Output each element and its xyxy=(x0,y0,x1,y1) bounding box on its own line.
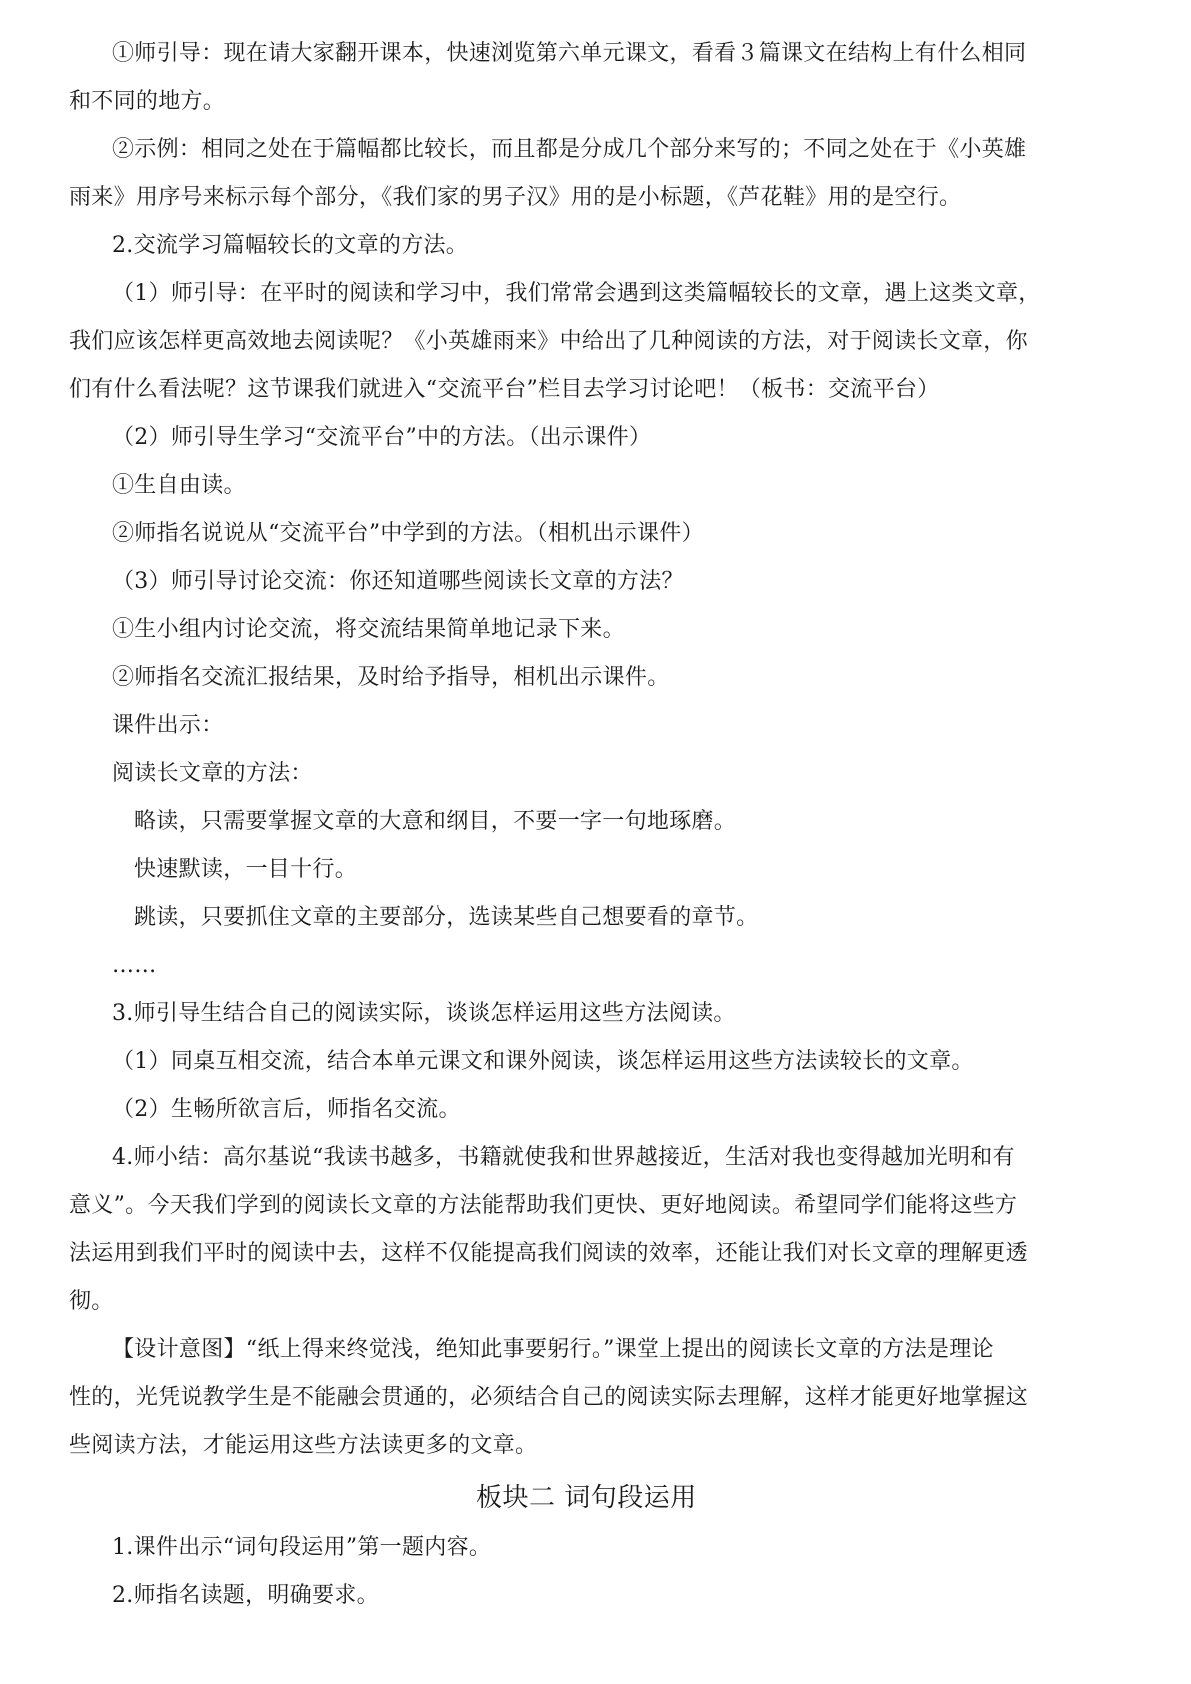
paragraph-line: 3.师引导生结合自己的阅读实际，谈谈怎样运用这些方法阅读。 xyxy=(112,1001,736,1026)
paragraph-line: ①生小组内讨论交流，将交流结果简单地记录下来。 xyxy=(112,617,625,642)
paragraph-line: （1）师引导：在平时的阅读和学习中，我们常常会遇到这类篇幅较长的文章，遇上这类文章， xyxy=(112,281,1041,306)
paragraph-line: 4.师小结：高尔基说“我读书越多，书籍就使我和世界越接近，生活对我也变得越加光明和有 xyxy=(112,1145,1015,1170)
paragraph-line: ②师指名说说从“交流平台”中学到的方法。（相机出示课件） xyxy=(112,521,704,546)
paragraph-line: 课件出示： xyxy=(112,713,224,738)
paragraph-line: …… xyxy=(112,953,157,978)
paragraph-line: （1）同桌互相交流，结合本单元课文和课外阅读，谈怎样运用这些方法读较长的文章。 xyxy=(112,1049,974,1074)
paragraph-line: 快速默读，一目十行。 xyxy=(134,857,358,882)
paragraph-line: ①师引导：现在请大家翻开课本，快速浏览第六单元课文，看看３篇课文在结构上有什么相同 xyxy=(112,41,1027,66)
paragraph-line: 雨来》用序号来标示每个部分，《我们家的男子汉》用的是小标题，《芦花鞋》用的是空行。 xyxy=(69,185,962,210)
paragraph-line: 和不同的地方。 xyxy=(69,89,226,114)
paragraph-line: 【设计意图】“纸上得来终觉浅，绝知此事要躬行。”课堂上提出的阅读长文章的方法是理论 xyxy=(112,1337,994,1362)
paragraph-line: ②示例：相同之处在于篇幅都比较长，而且都是分成几个部分来写的；不同之处在于《小英雄 xyxy=(112,137,1027,162)
section-heading: 板块二 词句段运用 xyxy=(476,1483,697,1513)
paragraph-line: 阅读长文章的方法： xyxy=(112,761,313,786)
paragraph-line: ②师指名交流汇报结果，及时给予指导，相机出示课件。 xyxy=(112,665,670,690)
paragraph-line: 略读，只需要掌握文章的大意和纲目，不要一字一句地琢磨。 xyxy=(134,809,737,834)
paragraph-line: 们有什么看法呢？这节课我们就进入“交流平台”栏目去学习讨论吧！（板书：交流平台） xyxy=(69,377,940,402)
paragraph-line: （2）生畅所欲言后，师指名交流。 xyxy=(112,1097,461,1122)
paragraph-line: 彻。 xyxy=(69,1289,114,1314)
paragraph-line: 2.交流学习篇幅较长的文章的方法。 xyxy=(112,233,469,258)
paragraph-line: 我们应该怎样更高效地去阅读呢？《小英雄雨来》中给出了几种阅读的方法，对于阅读长文章，你 xyxy=(69,329,1028,354)
paragraph-line: 些阅读方法，才能运用这些方法读更多的文章。 xyxy=(69,1433,538,1458)
paragraph-line: 法运用到我们平时的阅读中去，这样不仅能提高我们阅读的效率，还能让我们对长文章的理解更透 xyxy=(69,1241,1028,1266)
paragraph-line: 性的，光凭说教学生是不能融会贯通的，必须结合自己的阅读实际去理解，这样才能更好地掌握这 xyxy=(69,1385,1028,1410)
paragraph-line: 1.课件出示“词句段运用”第一题内容。 xyxy=(112,1535,492,1560)
paragraph-line: ①生自由读。 xyxy=(112,473,246,498)
paragraph-line: （2）师引导生学习“交流平台”中的方法。（出示课件） xyxy=(112,425,652,450)
paragraph-line: 跳读，只要抓住文章的主要部分，选读某些自己想要看的章节。 xyxy=(134,905,759,930)
paragraph-line: 意义”。今天我们学到的阅读长文章的方法能帮助我们更快、更好地阅读。希望同学们能将这些方 xyxy=(69,1193,1018,1218)
paragraph-line: 2.师指名读题，明确要求。 xyxy=(112,1583,379,1608)
paragraph-line: （3）师引导讨论交流：你还知道哪些阅读长文章的方法？ xyxy=(112,569,684,594)
